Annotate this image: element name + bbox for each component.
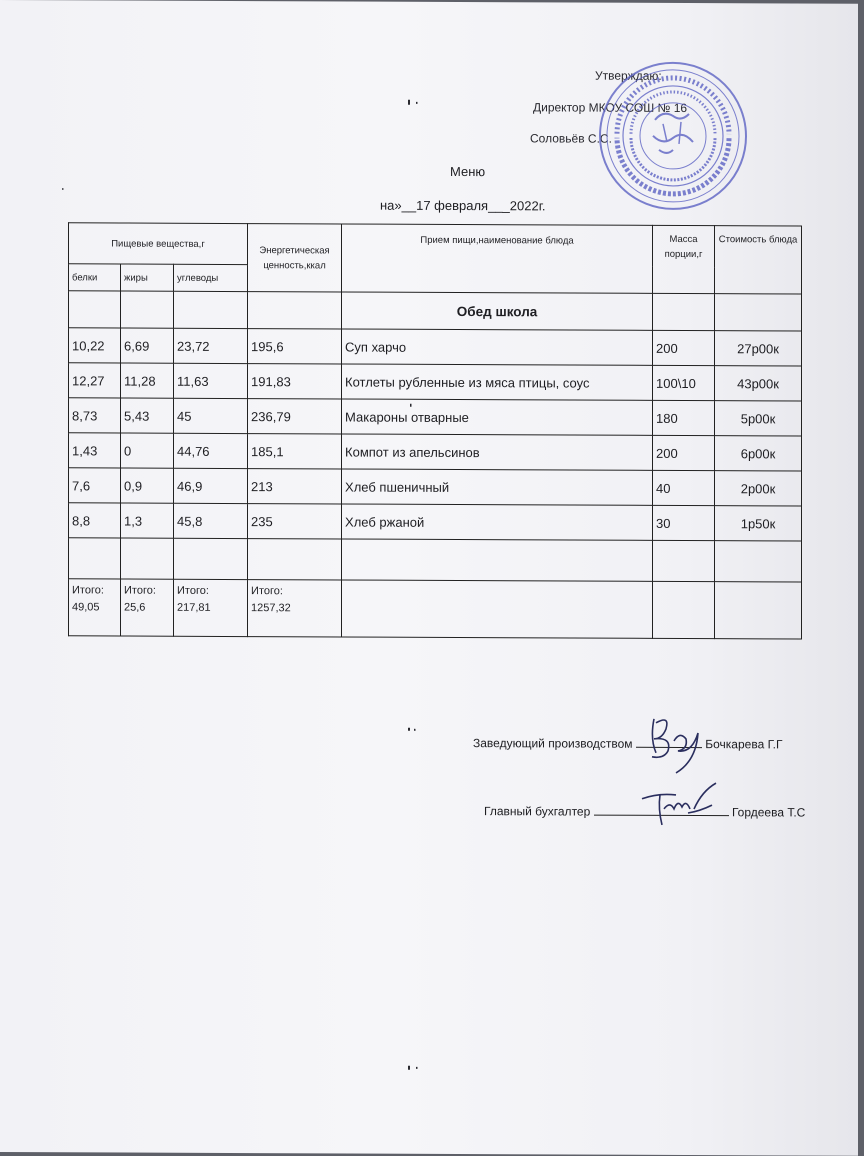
- fat-cell: 1,3: [121, 503, 174, 538]
- carbs-cell: 23,72: [174, 328, 248, 363]
- portion-cell: 180: [653, 400, 715, 435]
- energy-header: Энергетическая ценность,ккал: [248, 224, 342, 292]
- protein-cell: 8,73: [69, 398, 121, 433]
- cost-cell: 1р50к: [715, 506, 802, 541]
- cost-cell: 5р00к: [715, 401, 802, 436]
- carbs-cell: 45: [174, 398, 248, 433]
- protein-cell: 7,6: [69, 468, 121, 503]
- total-label: Итого:: [251, 585, 283, 598]
- approval-label: Утверждаю:: [595, 68, 662, 83]
- portion-header: Масса порции,г: [653, 225, 715, 293]
- dish-cell: Макароны отварные: [342, 399, 653, 435]
- portion-cell: 200: [653, 435, 715, 470]
- cost-cell: 6р00к: [715, 436, 802, 471]
- cost-cell: 27р00к: [715, 331, 802, 366]
- energy-cell: 235: [248, 504, 342, 539]
- portion-cell: 100\10: [653, 365, 715, 400]
- carbs-cell: 45,8: [174, 503, 248, 538]
- dish-cell: Котлеты рубленные из мяса птицы, соус: [342, 364, 653, 400]
- fat-cell: 0: [121, 433, 174, 468]
- energy-cell: 236,79: [248, 399, 342, 434]
- cost-header: Стоимость блюда: [715, 226, 802, 294]
- dish-cell: Компот из апельсинов: [342, 434, 653, 470]
- fat-header: жиры: [121, 264, 174, 291]
- fat-cell: 5,43: [121, 398, 174, 433]
- fat-cell: 6,69: [121, 328, 174, 363]
- energy-cell: 185,1: [248, 434, 342, 469]
- protein-total-value: 49,05: [72, 601, 100, 614]
- dish-cell: Хлеб пшеничный: [342, 469, 653, 505]
- fat-total-value: 25,6: [124, 601, 146, 614]
- fat-cell: 11,28: [121, 363, 174, 398]
- carbs-header: углеводы: [174, 264, 248, 291]
- total-label: Итого:: [177, 584, 209, 597]
- accountant-name: Гордеева Т.С: [731, 805, 806, 820]
- menu-date: на»__17 февраля___2022г.: [380, 197, 546, 214]
- accountant-role: Главный бухгалтер: [484, 804, 591, 819]
- section-title: Обед школа: [342, 292, 653, 330]
- director-name: Соловьёв С.С.: [530, 131, 612, 146]
- dish-cell: Хлеб ржаной: [342, 504, 653, 540]
- portion-cell: 200: [653, 330, 715, 365]
- carbs-cell: 46,9: [174, 468, 248, 503]
- meal-header: Прием пищи,наименование блюда: [342, 224, 653, 293]
- portion-cell: 40: [653, 470, 715, 505]
- dish-cell: Суп харчо: [342, 329, 653, 365]
- protein-cell: 8,8: [69, 503, 121, 538]
- energy-cell: 191,83: [248, 364, 342, 399]
- page-title: Меню: [450, 163, 486, 180]
- nutrients-header: Пищевые вещества,г: [69, 223, 248, 265]
- carbs-cell: 11,63: [174, 363, 248, 398]
- cost-cell: 2р00к: [715, 471, 802, 506]
- director-title: Директор МКОУ СОШ № 16: [533, 100, 688, 115]
- protein-cell: 12,27: [69, 363, 121, 398]
- carbs-total-value: 217,81: [177, 601, 211, 614]
- total-label: Итого:: [124, 584, 156, 597]
- production-name: Бочкарева Г.Г: [705, 737, 783, 752]
- production-role: Заведующий производством: [473, 736, 633, 751]
- fat-cell: 0,9: [121, 468, 174, 503]
- protein-cell: 1,43: [69, 433, 121, 468]
- protein-header: белки: [69, 264, 121, 291]
- portion-cell: 30: [653, 505, 715, 540]
- protein-cell: 10,22: [69, 328, 121, 363]
- energy-cell: 213: [248, 469, 342, 504]
- cost-cell: 43р00к: [715, 366, 802, 401]
- energy-cell: 195,6: [248, 329, 342, 364]
- carbs-cell: 44,76: [174, 433, 248, 468]
- energy-total-value: 1257,32: [251, 602, 291, 615]
- total-label: Итого:: [72, 584, 104, 597]
